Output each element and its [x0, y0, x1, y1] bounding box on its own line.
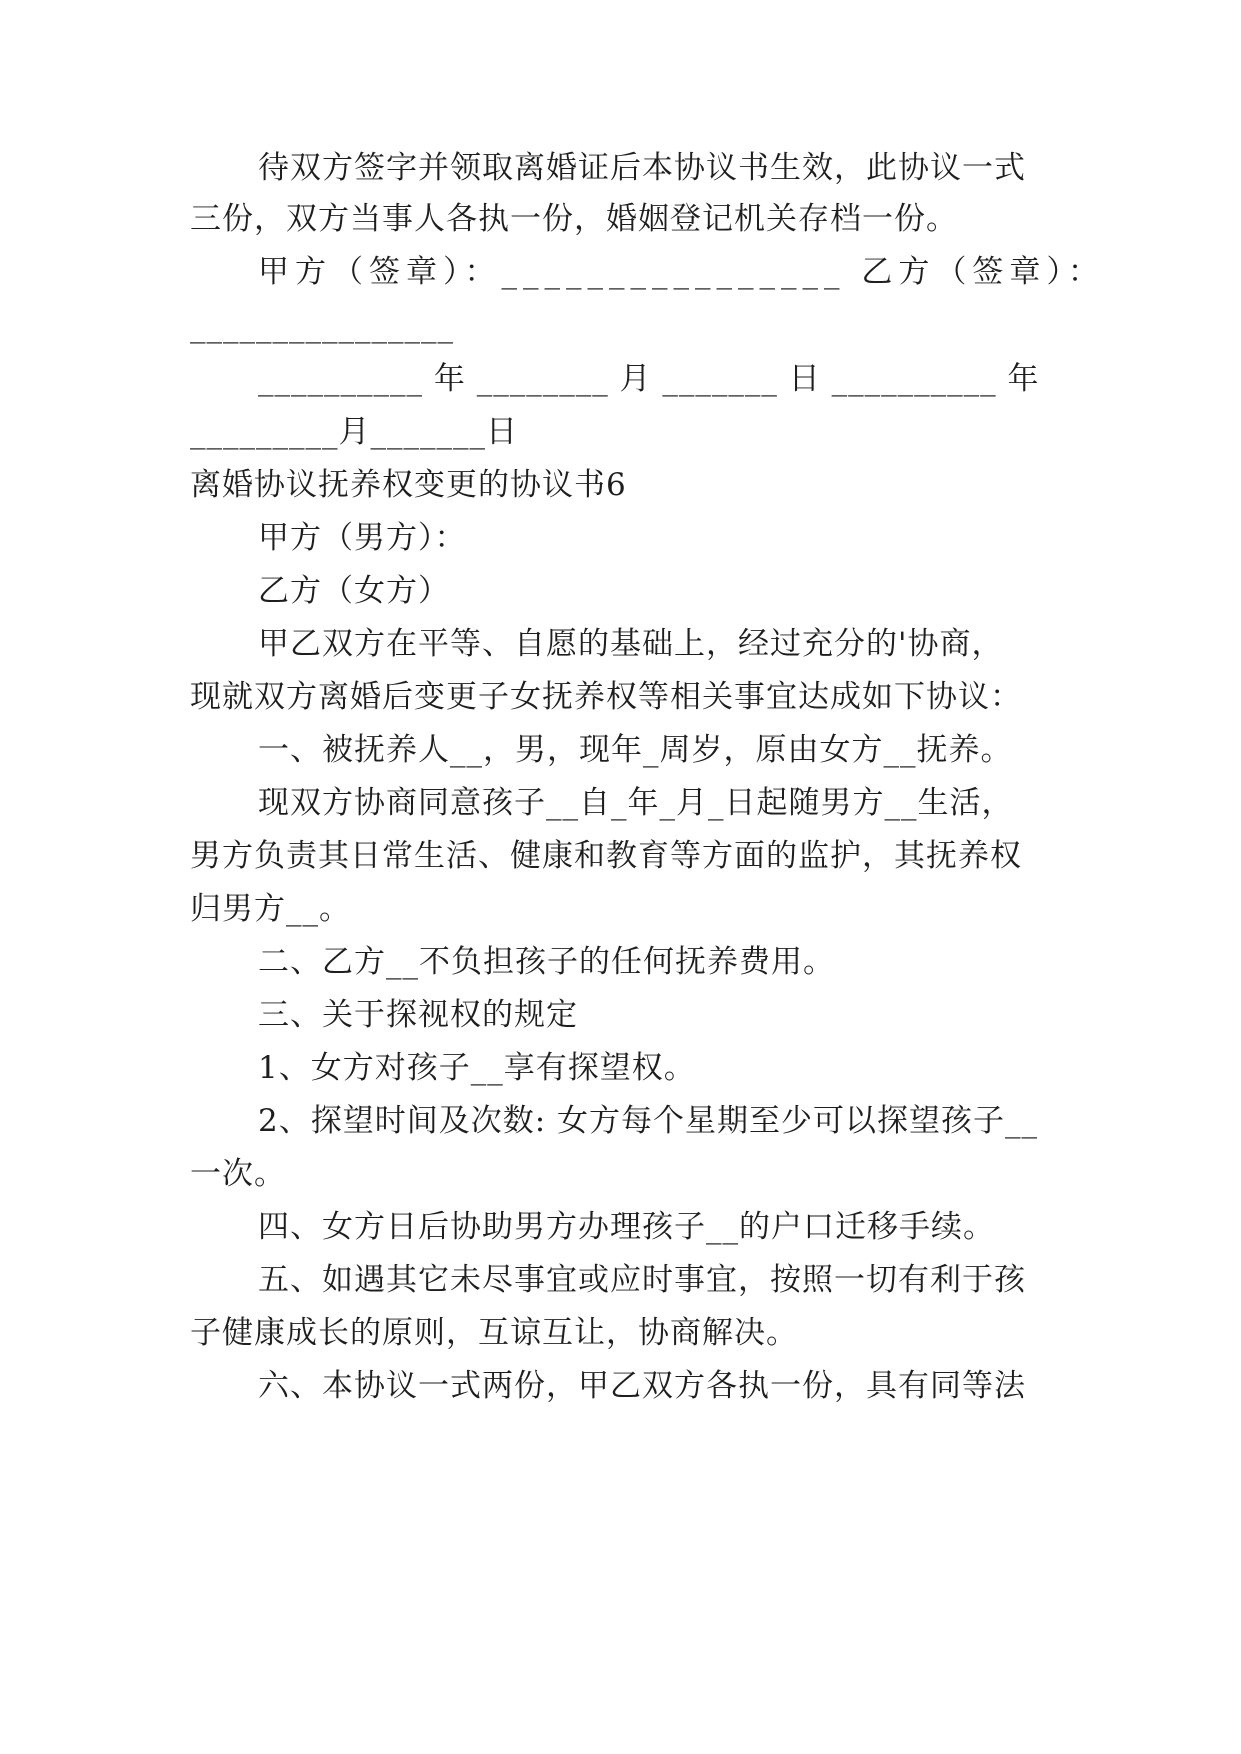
party-b: 乙方（女方）	[258, 573, 450, 609]
party-a: 甲方（男方）：	[258, 520, 467, 556]
clause-1-detail-line-2: 男方负责其日常生活、健康和教育等方面的监护，其抚养权	[190, 838, 1022, 874]
signature-line-blank: ________________	[190, 308, 454, 344]
clause-5-line-2: 子健康成长的原则，互谅互让，协商解决。	[190, 1315, 798, 1351]
date-line-1: __________ 年 ________ 月 _______ 日 __________ 年	[258, 361, 1040, 397]
clause-2: 二、乙方__不负担孩子的任何抚养费用。	[258, 944, 835, 980]
date-line-2: _________月_______日	[190, 414, 518, 450]
preamble-line-1: 甲乙双方在平等、自愿的基础上，经过充分的'协商，	[258, 626, 1004, 662]
document-title: 离婚协议抚养权变更的协议书6	[190, 467, 627, 503]
clause-3-heading: 三、关于探视权的规定	[258, 997, 578, 1033]
clause-5-line-1: 五、如遇其它未尽事宜或应时事宜，按照一切有利于孩	[258, 1262, 1026, 1298]
clause-1-detail-line-3: 归男方__。	[190, 891, 351, 927]
paragraph-effective-line-2: 三份，双方当事人各执一份，婚姻登记机关存档一份。	[190, 201, 958, 237]
clause-3-item-2-line-1: 2、探望时间及次数: 女方每个星期至少可以探望孩子__	[258, 1103, 1039, 1139]
signature-line-parties: 甲方（签章）：________________ 乙方（签章）：	[258, 254, 1105, 290]
clause-3-item-2-line-2: 一次。	[190, 1156, 286, 1192]
preamble-line-2: 现就双方离婚后变更子女抚养权等相关事宜达成如下协议：	[190, 679, 1022, 715]
clause-6-line-1: 六、本协议一式两份，甲乙双方各执一份，具有同等法	[258, 1368, 1026, 1404]
clause-1-detail-line-1: 现双方协商同意孩子__自_年_月_日起随男方__生活，	[258, 785, 1014, 821]
paragraph-effective-line-1: 待双方签字并领取离婚证后本协议书生效，此协议一式	[258, 150, 1026, 186]
clause-4: 四、女方日后协助男方办理孩子__的户口迁移手续。	[258, 1209, 995, 1245]
clause-3-item-1: 1、女方对孩子__享有探望权。	[258, 1050, 696, 1086]
clause-1: 一、被抚养人__，男，现年_周岁，原由女方__抚养。	[258, 732, 1013, 768]
